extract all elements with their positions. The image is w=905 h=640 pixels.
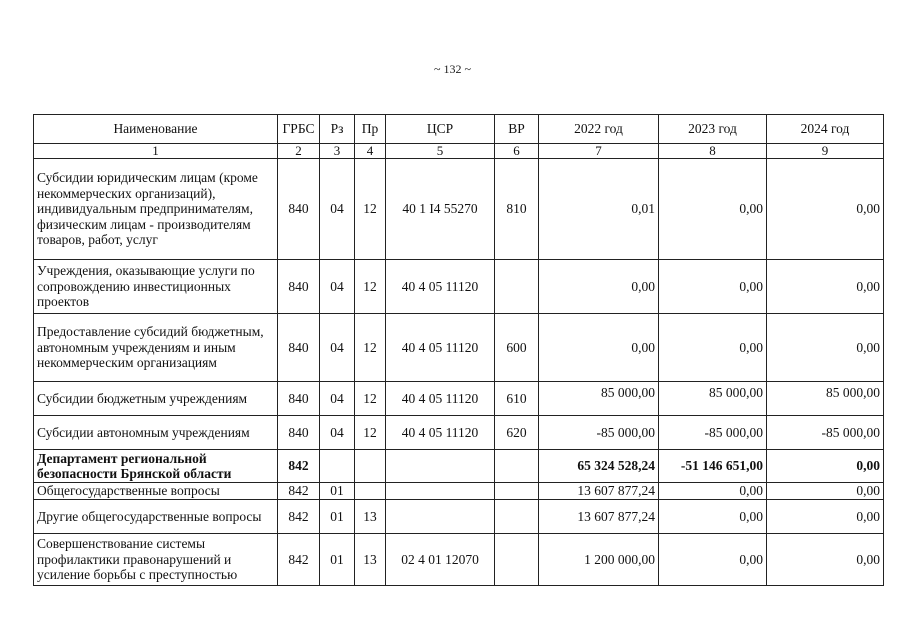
- row-rz: 01: [320, 534, 355, 586]
- row-csr: 02 4 01 12070: [386, 534, 495, 586]
- table-row: [34, 260, 884, 314]
- row-2024: 0,00: [767, 534, 884, 586]
- row-pr: 13: [355, 500, 386, 534]
- row-2022: 0,01: [539, 159, 659, 260]
- row-csr: 40 4 05 11120: [386, 260, 495, 314]
- row-rz: 04: [320, 159, 355, 260]
- row-csr: [386, 450, 495, 483]
- row-2022: 0,00: [539, 314, 659, 382]
- row-rz: 04: [320, 416, 355, 450]
- row-vr: [495, 260, 539, 314]
- table-row: [34, 483, 884, 500]
- row-2024: 85 000,00: [767, 382, 884, 416]
- column-number: 1: [34, 144, 278, 159]
- row-name: Субсидии автономным учреждениям: [34, 416, 278, 450]
- row-grbs: 842: [278, 483, 320, 500]
- row-2024: 0,00: [767, 450, 884, 483]
- header-vr: ВР: [495, 115, 539, 144]
- row-csr: 40 4 05 11120: [386, 382, 495, 416]
- row-csr: 40 4 05 11120: [386, 314, 495, 382]
- row-vr: 620: [495, 416, 539, 450]
- row-2022: 1 200 000,00: [539, 534, 659, 586]
- table-row: [34, 534, 884, 586]
- row-vr: [495, 483, 539, 500]
- row-grbs: 840: [278, 382, 320, 416]
- row-name: Общегосударственные вопросы: [34, 483, 278, 500]
- row-grbs: 842: [278, 534, 320, 586]
- table-row: [34, 159, 884, 260]
- row-csr: 40 1 I4 55270: [386, 159, 495, 260]
- row-grbs: 840: [278, 314, 320, 382]
- column-number: 6: [495, 144, 539, 159]
- row-name: Учреждения, оказывающие услуги по сопровождению инвестиционных проектов: [34, 260, 278, 314]
- row-rz: [320, 450, 355, 483]
- row-name: Совершенствование системы профилактики правонарушений и усиление борьбы с преступностью: [34, 534, 278, 586]
- row-vr: 610: [495, 382, 539, 416]
- row-rz: 04: [320, 260, 355, 314]
- row-name: Департамент региональной безопасности Брянской области: [34, 450, 278, 483]
- row-2024: -85 000,00: [767, 416, 884, 450]
- column-number: 7: [539, 144, 659, 159]
- row-2022: -85 000,00: [539, 416, 659, 450]
- header-csr: ЦСР: [386, 115, 495, 144]
- header-2024: 2024 год: [767, 115, 884, 144]
- row-csr: [386, 483, 495, 500]
- row-2022: 0,00: [539, 260, 659, 314]
- table-row: [34, 450, 884, 483]
- header-2023: 2023 год: [659, 115, 767, 144]
- table-row: [34, 500, 884, 534]
- row-grbs: 840: [278, 260, 320, 314]
- row-2023: 0,00: [659, 534, 767, 586]
- row-grbs: 842: [278, 450, 320, 483]
- row-vr: [495, 450, 539, 483]
- row-2022: 65 324 528,24: [539, 450, 659, 483]
- header-pr: Пр: [355, 115, 386, 144]
- row-rz: 01: [320, 500, 355, 534]
- header-2022: 2022 год: [539, 115, 659, 144]
- row-2023: 0,00: [659, 483, 767, 500]
- column-number: 9: [767, 144, 884, 159]
- column-number-row: [34, 144, 884, 159]
- row-pr: 12: [355, 159, 386, 260]
- row-vr: 600: [495, 314, 539, 382]
- row-grbs: 840: [278, 159, 320, 260]
- column-number: 5: [386, 144, 495, 159]
- row-pr: [355, 483, 386, 500]
- header-grbs: ГРБС: [278, 115, 320, 144]
- row-rz: 04: [320, 314, 355, 382]
- row-2024: 0,00: [767, 314, 884, 382]
- row-2022: 13 607 877,24: [539, 483, 659, 500]
- page-number: ~ 132 ~: [434, 62, 471, 76]
- row-csr: 40 4 05 11120: [386, 416, 495, 450]
- column-number: 4: [355, 144, 386, 159]
- table-row: [34, 416, 884, 450]
- row-pr: [355, 450, 386, 483]
- row-2024: 0,00: [767, 159, 884, 260]
- row-2024: 0,00: [767, 260, 884, 314]
- row-pr: 13: [355, 534, 386, 586]
- column-number: 2: [278, 144, 320, 159]
- row-pr: 12: [355, 260, 386, 314]
- row-name: Другие общегосударственные вопросы: [34, 500, 278, 534]
- row-csr: [386, 500, 495, 534]
- row-2023: 0,00: [659, 314, 767, 382]
- budget-table: [33, 114, 884, 586]
- row-2023: 0,00: [659, 159, 767, 260]
- header-row: [34, 115, 884, 144]
- row-2024: 0,00: [767, 483, 884, 500]
- table-row: [34, 382, 884, 416]
- row-2023: 0,00: [659, 500, 767, 534]
- row-2022: 85 000,00: [539, 382, 659, 416]
- row-vr: [495, 534, 539, 586]
- header-name: Наименование: [34, 115, 278, 144]
- row-grbs: 840: [278, 416, 320, 450]
- row-2023: -85 000,00: [659, 416, 767, 450]
- row-rz: 01: [320, 483, 355, 500]
- row-name: Субсидии бюджетным учреждениям: [34, 382, 278, 416]
- header-rz: Рз: [320, 115, 355, 144]
- row-2022: 13 607 877,24: [539, 500, 659, 534]
- row-vr: 810: [495, 159, 539, 260]
- row-2023: 85 000,00: [659, 382, 767, 416]
- row-pr: 12: [355, 314, 386, 382]
- row-vr: [495, 500, 539, 534]
- table-row: [34, 314, 884, 382]
- row-2024: 0,00: [767, 500, 884, 534]
- column-number: 3: [320, 144, 355, 159]
- row-pr: 12: [355, 382, 386, 416]
- column-number: 8: [659, 144, 767, 159]
- row-name: Субсидии юридическим лицам (кроме некоммерческих организаций), индивидуальным предпринимателям, физическим лицам - производителям товаров, работ, услуг: [34, 159, 278, 260]
- row-2023: 0,00: [659, 260, 767, 314]
- row-grbs: 842: [278, 500, 320, 534]
- row-name: Предоставление субсидий бюджетным, автономным учреждениям и иным некоммерческим организациям: [34, 314, 278, 382]
- row-pr: 12: [355, 416, 386, 450]
- row-rz: 04: [320, 382, 355, 416]
- row-2023: -51 146 651,00: [659, 450, 767, 483]
